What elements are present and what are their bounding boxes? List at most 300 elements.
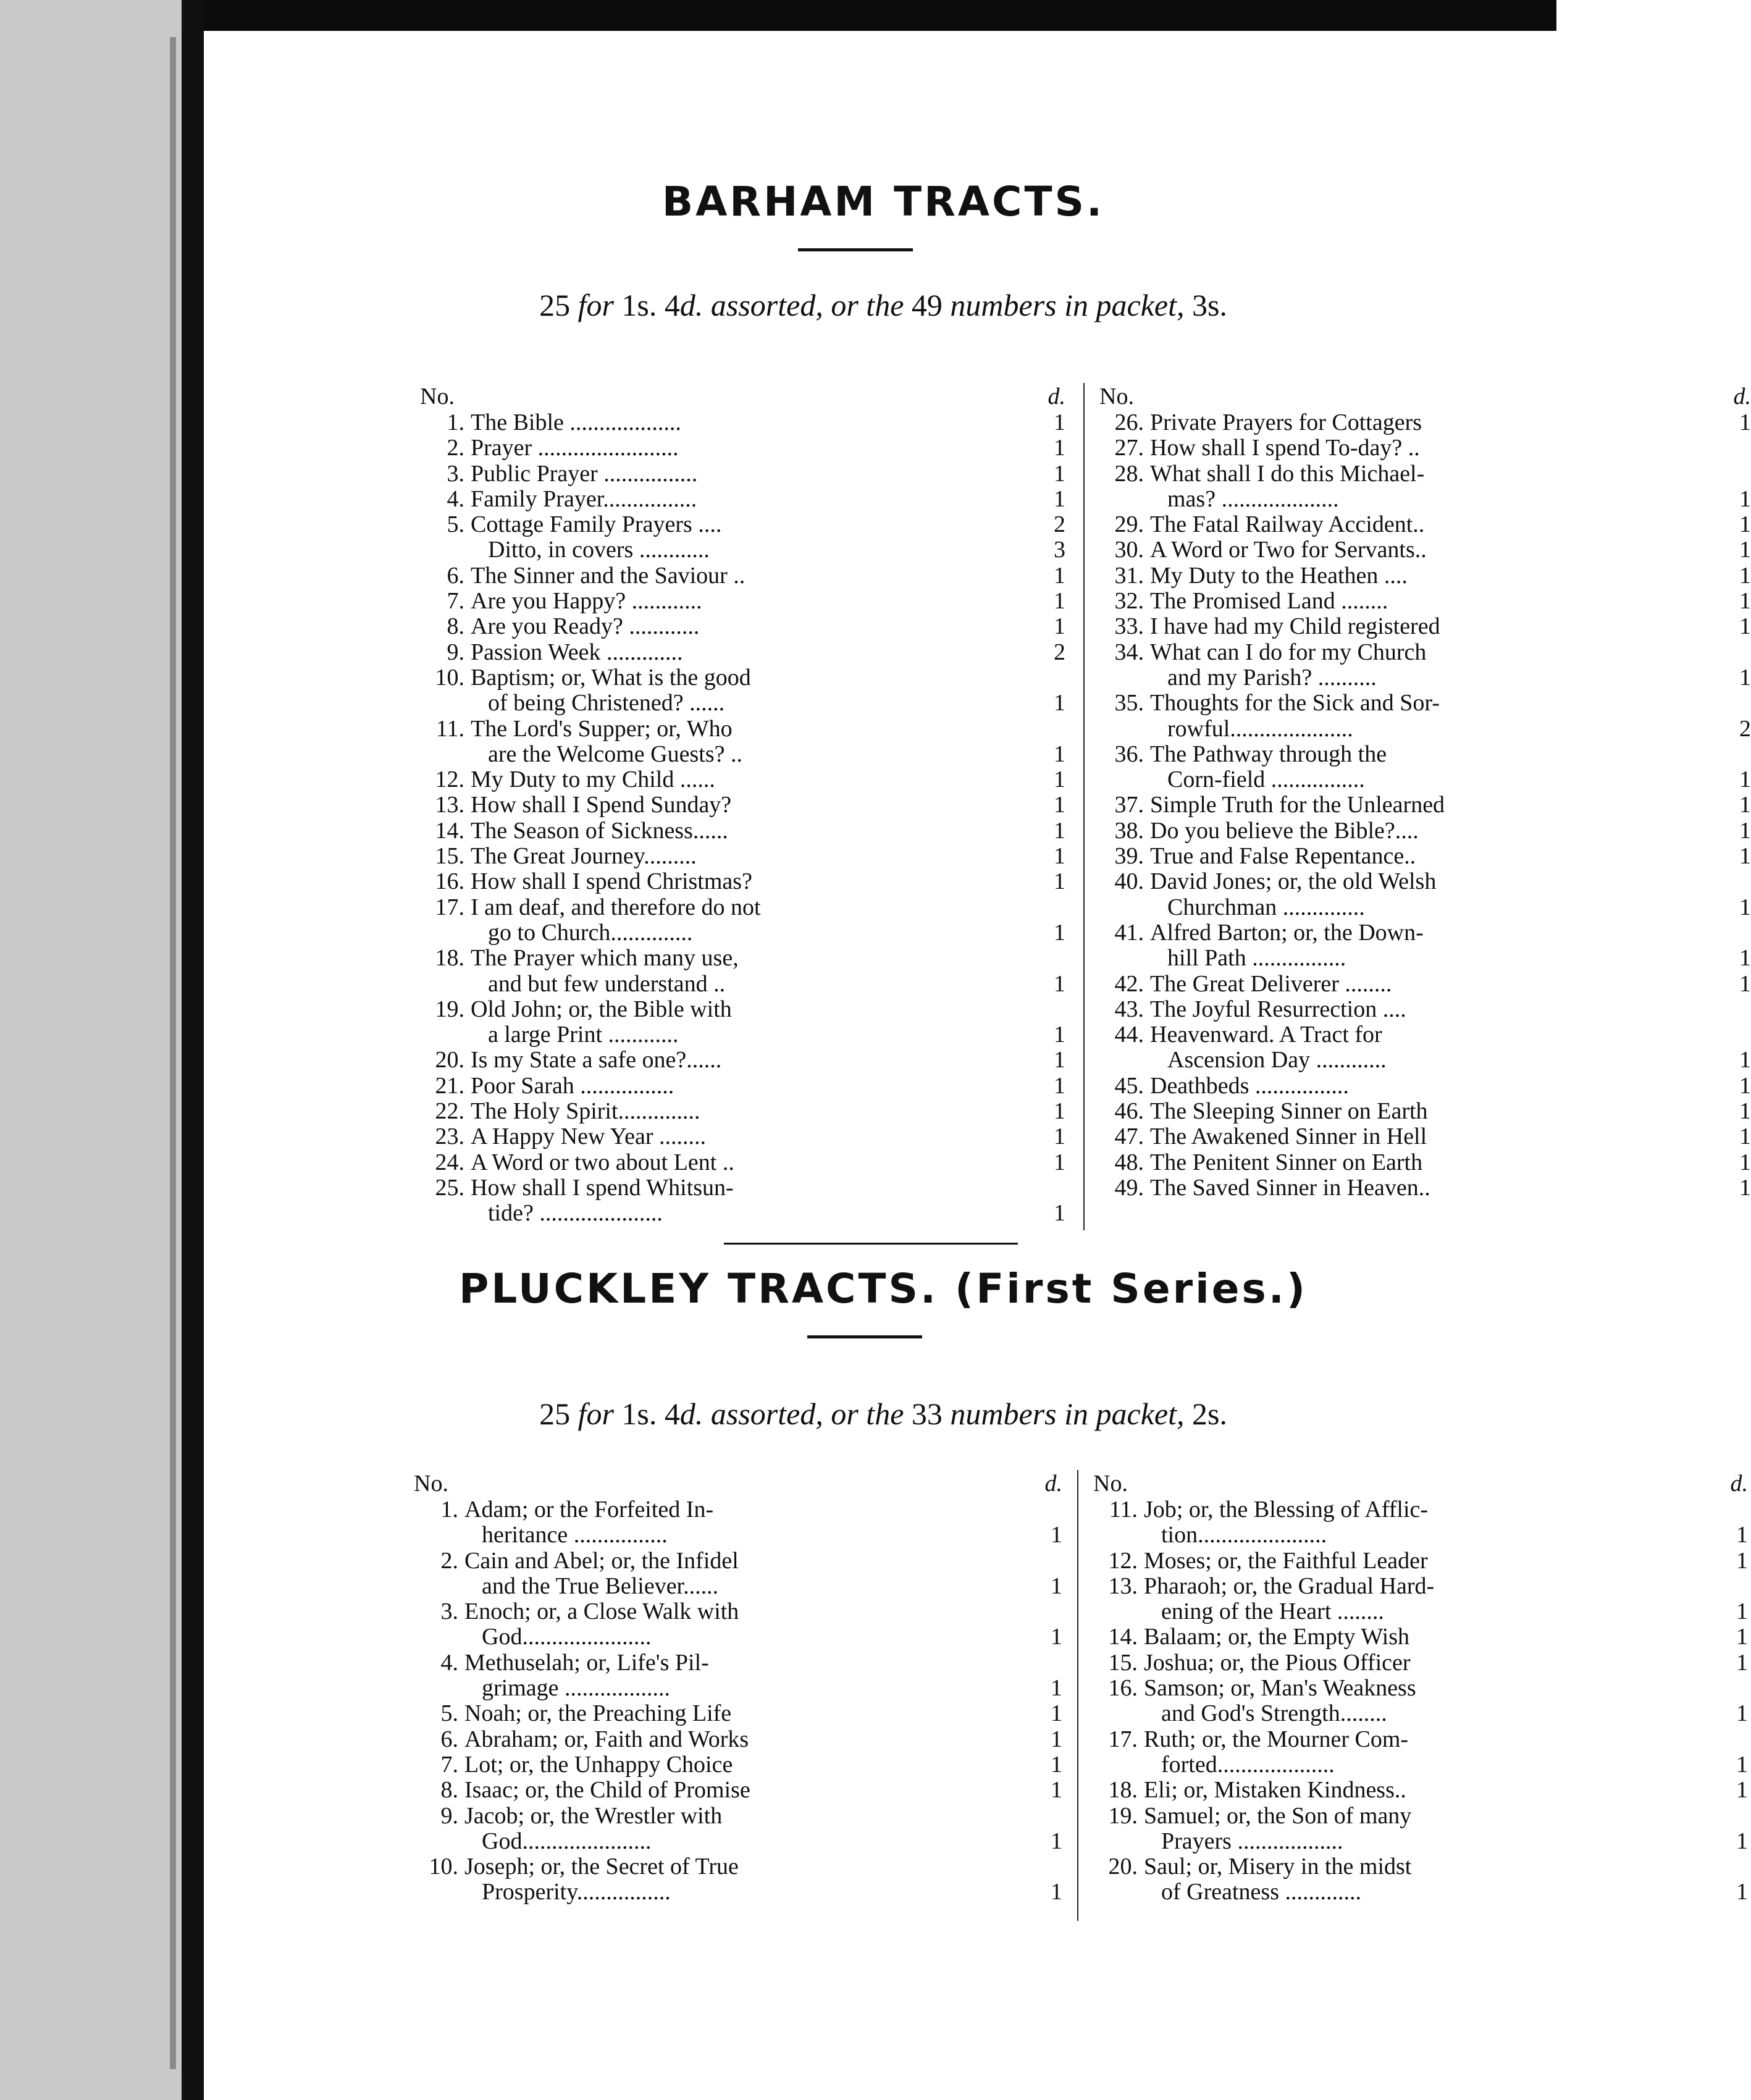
tract-entry (1099, 435, 1751, 461)
tract-title-line: Joseph; or, the Secret of True (464, 1854, 739, 1880)
tract-entry (414, 1727, 1062, 1752)
pluckley-column-divider (1077, 1470, 1078, 1921)
subtitle-packet: numbers in packet, (950, 288, 1185, 322)
tract-title-line: and the True Believer...... (482, 1573, 719, 1599)
binding-crease (170, 37, 176, 2069)
column-price-label: d. (1733, 384, 1751, 410)
tract-entry (420, 1150, 1065, 1175)
column-no-label: No. (420, 384, 455, 410)
tract-price: 1 (1736, 1522, 1748, 1548)
tract-price: 1 (1054, 1098, 1065, 1125)
tract-title-line: Jacob; or, the Wrestler with (464, 1802, 723, 1829)
tract-title-line: Heavenward. A Tract for (1150, 1022, 1382, 1048)
tract-price: 1 (1739, 945, 1751, 972)
scan-binding-edge (0, 0, 204, 2100)
tract-number: 41. (1114, 919, 1144, 946)
tract-entry (1099, 1073, 1751, 1099)
tract-entry (420, 946, 1065, 997)
tract-title-line: The Great Deliverer ........ (1150, 970, 1392, 997)
tract-number: 42. (1114, 970, 1144, 997)
tract-title-line: are the Welcome Guests? .. (488, 741, 742, 767)
tract-price: 1 (1051, 1751, 1062, 1778)
tract-price: 1 (1739, 1174, 1751, 1201)
tract-entry (420, 1099, 1065, 1124)
tract-number: 33. (1114, 613, 1144, 640)
tract-entry (1093, 1497, 1748, 1548)
subtitle-packet: numbers in packet, (950, 1396, 1185, 1431)
tract-entry (1093, 1804, 1748, 1855)
tract-number: 37. (1114, 792, 1144, 818)
tract-title-line: The Season of Sickness...... (471, 817, 728, 844)
column-header (420, 383, 1065, 410)
tract-number: 15. (435, 843, 464, 870)
tract-number: 2. (440, 1547, 458, 1574)
tract-title-line: and but few understand .. (488, 970, 726, 997)
tract-number: 36. (1114, 741, 1144, 767)
tract-entry (1099, 818, 1751, 844)
pluckley-title-rule (807, 1335, 922, 1338)
tract-title-line: Prayers .................. (1161, 1828, 1343, 1854)
binding-shadow (182, 0, 204, 2100)
barham-subtitle (210, 287, 1556, 323)
tract-entry (1099, 1124, 1751, 1149)
tract-number: 32. (1114, 588, 1144, 615)
tract-price: 1 (1054, 766, 1065, 793)
tract-price: 1 (1054, 868, 1065, 895)
tract-title-line: My Duty to my Child ...... (471, 766, 715, 793)
tract-entry (420, 1175, 1065, 1227)
tract-entry (1099, 563, 1751, 589)
tract-price: 1 (1054, 817, 1065, 844)
tract-price: 1 (1054, 1124, 1065, 1150)
tract-entry (420, 716, 1065, 768)
tract-number: 12. (1108, 1547, 1138, 1574)
tract-number: 31. (1114, 562, 1144, 589)
tract-number: 34. (1114, 639, 1144, 665)
tract-price: 1 (1739, 1149, 1751, 1175)
tract-title-line: Pharaoh; or, the Gradual Hard- (1144, 1573, 1435, 1599)
tract-number: 11. (1109, 1497, 1138, 1522)
tract-price: 1 (1739, 410, 1751, 435)
tract-entry (1093, 1650, 1748, 1676)
tract-number: 1. (440, 1497, 458, 1522)
tract-title-line: A Word or Two for Servants.. (1150, 537, 1427, 563)
subtitle-assorted: d. assorted, or the (679, 288, 904, 322)
tract-number: 18. (435, 945, 464, 972)
pluckley-right-column (1093, 1470, 1748, 1905)
tract-title-line: Prosperity................ (482, 1879, 671, 1905)
tract-entry (420, 487, 1065, 512)
column-no-label: No. (1099, 384, 1134, 410)
tract-entry (414, 1599, 1062, 1650)
tract-number: 24. (435, 1149, 464, 1175)
tract-entry (1099, 537, 1751, 563)
subtitle-assorted: d. assorted, or the (679, 1396, 904, 1431)
tract-title-line: Old John; or, the Bible with (471, 996, 732, 1022)
tract-title-line: Adam; or the Forfeited In- (464, 1497, 714, 1522)
tract-price: 1 (1054, 690, 1065, 716)
tract-price: 1 (1736, 1879, 1748, 1905)
tract-price: 2 (1054, 511, 1065, 538)
tract-price: 1 (1736, 1649, 1748, 1676)
column-no-label: No. (1093, 1471, 1128, 1497)
subtitle-number: 33 (904, 1396, 951, 1431)
tract-price: 1 (1739, 970, 1751, 997)
tract-title-line: Public Prayer ................ (471, 460, 698, 487)
tract-title-line: My Duty to the Heathen .... (1150, 562, 1408, 589)
tract-number: 47. (1114, 1124, 1144, 1150)
tract-number: 5. (447, 511, 464, 538)
tract-number: 16. (435, 868, 464, 895)
tract-number: 25. (435, 1174, 464, 1201)
tract-number: 7. (440, 1751, 458, 1778)
catalogue-page (210, 31, 1751, 2100)
subtitle-packet-price: 2s. (1184, 1396, 1227, 1431)
tract-entry (1099, 869, 1751, 920)
tract-number: 13. (1108, 1573, 1138, 1599)
tract-title-line: tide? ..................... (488, 1200, 663, 1227)
tract-price: 3 (1054, 537, 1065, 563)
tract-title-line: Prayer ........................ (471, 435, 679, 461)
tract-entry (1093, 1676, 1748, 1727)
tract-title-line: The Sleeping Sinner on Earth (1150, 1098, 1428, 1125)
tract-entry (420, 1124, 1065, 1149)
tract-number: 5. (440, 1700, 458, 1727)
tract-number: 15. (1108, 1649, 1138, 1676)
tract-number: 29. (1114, 511, 1144, 538)
tract-price: 1 (1739, 843, 1751, 870)
tract-title-line: rowful..................... (1167, 715, 1353, 742)
tract-price: 1 (1054, 613, 1065, 640)
tract-title-line: Samson; or, Man's Weakness (1144, 1675, 1416, 1702)
tract-entry (420, 410, 1065, 435)
tract-entry (414, 1701, 1062, 1726)
tract-entry (1099, 1150, 1751, 1175)
tract-entry (1093, 1548, 1748, 1574)
tract-price: 1 (1739, 1098, 1751, 1125)
tract-title-line: The Sinner and the Saviour .. (471, 562, 745, 589)
tract-price: 1 (1054, 792, 1065, 818)
tract-title-line: The Promised Land ........ (1150, 588, 1388, 615)
column-header (1093, 1470, 1748, 1497)
tract-title-line: grimage .................. (482, 1675, 671, 1702)
tract-entry (1099, 691, 1751, 742)
tract-title-line: What can I do for my Church (1150, 639, 1427, 665)
tract-price: 1 (1054, 843, 1065, 870)
tract-title-line: True and False Repentance.. (1150, 843, 1416, 870)
tract-entry (1093, 1727, 1748, 1778)
tract-number: 13. (435, 792, 464, 818)
tract-price: 1 (1051, 1700, 1062, 1727)
tract-title-line: The Penitent Sinner on Earth (1150, 1149, 1423, 1175)
tract-entry (1099, 742, 1751, 793)
tract-title-line: of Greatness ............. (1161, 1879, 1361, 1905)
tract-title-line: forted.................... (1161, 1751, 1335, 1778)
tract-title-line: Noah; or, the Preaching Life (464, 1700, 732, 1727)
tract-title-line: go to Church.............. (488, 919, 693, 946)
tract-title-line: Enoch; or, a Close Walk with (464, 1598, 739, 1625)
tract-price: 2 (1739, 715, 1751, 742)
tract-entry (420, 461, 1065, 487)
tract-title-line: Methuselah; or, Life's Pil- (464, 1649, 709, 1676)
tract-title-line: God...................... (482, 1624, 652, 1650)
tract-price: 1 (1051, 1624, 1062, 1650)
tract-number: 30. (1114, 537, 1144, 563)
tract-price: 1 (1736, 1751, 1748, 1778)
tract-price: 1 (1739, 562, 1751, 589)
section-divider (724, 1243, 1018, 1245)
tract-entry (1093, 1574, 1748, 1625)
tract-price: 1 (1054, 1149, 1065, 1175)
tract-title-line: The Joyful Resurrection .... (1150, 996, 1406, 1022)
tract-number: 4. (440, 1649, 458, 1676)
tract-entry (420, 665, 1065, 716)
tract-entry (420, 997, 1065, 1048)
tract-title-line: The Bible ................... (471, 410, 681, 435)
tract-price: 1 (1054, 435, 1065, 461)
tract-number: 49. (1114, 1174, 1144, 1201)
tract-title-line: Are you Ready? ............ (471, 613, 700, 640)
tract-price: 1 (1736, 1598, 1748, 1625)
tract-entry (420, 563, 1065, 589)
tract-price: 1 (1739, 817, 1751, 844)
tract-price: 1 (1054, 919, 1065, 946)
tract-price: 1 (1054, 562, 1065, 589)
tract-number: 4. (447, 485, 464, 512)
subtitle-for: for (577, 288, 614, 322)
tract-price: 1 (1051, 1828, 1062, 1854)
tract-title-line: Ascension Day ............ (1167, 1047, 1387, 1073)
tract-number: 18. (1108, 1777, 1138, 1804)
tract-title-line: Cottage Family Prayers .... (471, 511, 722, 538)
tract-entry (1099, 972, 1751, 997)
tract-number: 10. (435, 664, 464, 691)
tract-title-line: Lot; or, the Unhappy Choice (464, 1751, 733, 1778)
tract-title-line: The Fatal Railway Accident.. (1150, 511, 1425, 538)
tract-number: 8. (447, 613, 464, 640)
column-header (1099, 383, 1751, 410)
tract-number: 35. (1114, 690, 1144, 716)
tract-number: 44. (1114, 1022, 1144, 1048)
tract-price: 1 (1739, 1124, 1751, 1150)
tract-number: 23. (435, 1124, 464, 1150)
tract-number: 17. (435, 894, 464, 920)
tract-price: 1 (1054, 1200, 1065, 1227)
tract-entry (420, 767, 1065, 792)
tract-price: 1 (1051, 1675, 1062, 1702)
pluckley-title: PLUCKLEY TRACTS. (First Series.) (458, 1265, 1308, 1312)
tract-price: 2 (1054, 639, 1065, 665)
tract-price: 1 (1054, 1072, 1065, 1099)
tract-entry (414, 1804, 1062, 1855)
subtitle-count: 25 (539, 1396, 578, 1431)
tract-entry (414, 1650, 1062, 1702)
tract-number: 39. (1114, 843, 1144, 870)
pluckley-subtitle (210, 1396, 1556, 1432)
tract-entry (1099, 589, 1751, 614)
tract-number: 26. (1114, 410, 1144, 435)
tract-number: 21. (435, 1072, 464, 1099)
tract-number: 27. (1114, 435, 1144, 461)
tract-number: 7. (447, 588, 464, 615)
tract-title-line: Baptism; or, What is the good (471, 664, 751, 691)
tract-number: 45. (1114, 1072, 1144, 1099)
tract-price: 1 (1739, 485, 1751, 512)
tract-title-line: I have had my Child registered (1150, 613, 1440, 640)
scan-top-border (0, 0, 1556, 31)
tract-number: 12. (435, 766, 464, 793)
tract-price: 1 (1739, 894, 1751, 920)
tract-entry (414, 1548, 1062, 1600)
tract-entry (1099, 614, 1751, 639)
tract-title-line: The Pathway through the (1150, 741, 1387, 767)
tract-price: 1 (1739, 1047, 1751, 1073)
tract-number: 6. (440, 1726, 458, 1752)
tract-title-line: God...................... (482, 1828, 652, 1854)
tract-title-line: of being Christened? ...... (488, 690, 725, 716)
tract-title-line: I am deaf, and therefore do not (471, 894, 761, 920)
tract-title-line: A Happy New Year ........ (471, 1124, 707, 1150)
column-header (414, 1470, 1062, 1497)
tract-title-line: The Great Journey......... (471, 843, 697, 870)
tract-entry (414, 1497, 1062, 1548)
tract-price: 1 (1051, 1726, 1062, 1752)
subtitle-count: 25 (539, 288, 578, 322)
tract-title-line: and my Parish? .......... (1167, 664, 1377, 691)
tract-price: 1 (1739, 588, 1751, 615)
tract-title-line: tion...................... (1161, 1522, 1327, 1548)
tract-title-line: David Jones; or, the old Welsh (1150, 868, 1437, 895)
tract-price: 1 (1051, 1573, 1062, 1599)
tract-title-line: Do you believe the Bible?.... (1150, 817, 1419, 844)
tract-title-line: and God's Strength........ (1161, 1700, 1387, 1727)
tract-title-line: The Lord's Supper; or, Who (471, 715, 733, 742)
tract-entry (1099, 997, 1751, 1022)
tract-title-line: How shall I spend Christmas? (471, 868, 752, 895)
tract-title-line: Alfred Barton; or, the Down- (1150, 919, 1424, 946)
tract-number: 38. (1114, 817, 1144, 844)
tract-title-line: Churchman .............. (1167, 894, 1365, 920)
tract-number: 10. (429, 1854, 458, 1880)
barham-left-column (420, 383, 1065, 1227)
tract-title-line: Job; or, the Blessing of Afflic- (1144, 1497, 1429, 1522)
tract-entry (420, 869, 1065, 894)
tract-entry (1099, 1099, 1751, 1124)
tract-number: 11. (435, 715, 464, 742)
tract-number: 46. (1114, 1098, 1144, 1125)
tract-price: 1 (1051, 1879, 1062, 1905)
tract-number: 40. (1114, 868, 1144, 895)
tract-price: 1 (1054, 970, 1065, 997)
tract-title-line: Saul; or, Misery in the midst (1144, 1854, 1412, 1880)
barham-right-column (1099, 383, 1751, 1201)
tract-entry (414, 1752, 1062, 1778)
tract-title-line: Isaac; or, the Child of Promise (464, 1777, 750, 1804)
tract-entry (1099, 1022, 1751, 1073)
tract-number: 3. (440, 1598, 458, 1625)
tract-title-line: Simple Truth for the Unlearned (1150, 792, 1445, 818)
subtitle-price: 1s. 4 (613, 1396, 680, 1431)
tract-title-line: The Prayer which many use, (471, 945, 739, 972)
tract-price: 1 (1054, 741, 1065, 767)
column-no-label: No. (414, 1471, 448, 1497)
tract-title-line: Deathbeds ................ (1150, 1072, 1349, 1099)
tract-title-line: mas? .................... (1167, 485, 1339, 512)
tract-entry (1099, 844, 1751, 869)
tract-number: 16. (1108, 1675, 1138, 1702)
tract-entry (1099, 410, 1751, 435)
column-price-label: d. (1044, 1471, 1062, 1497)
tract-title-line: Thoughts for the Sick and Sor- (1150, 690, 1440, 716)
tract-title-line: Ditto, in covers ............ (488, 537, 710, 563)
tract-title-line: Ruth; or, the Mourner Com- (1144, 1726, 1409, 1752)
tract-number: 1. (447, 410, 464, 435)
tract-title-line: Moses; or, the Faithful Leader (1144, 1547, 1428, 1574)
tract-entry (420, 1073, 1065, 1099)
tract-number: 28. (1114, 460, 1144, 487)
tract-entry (420, 895, 1065, 946)
tract-entry (1099, 1175, 1751, 1201)
tract-title-line: Private Prayers for Cottagers (1150, 410, 1422, 435)
tract-entry (1099, 461, 1751, 513)
tract-entry (420, 1048, 1065, 1073)
tract-number: 20. (435, 1047, 464, 1073)
barham-column-divider (1083, 383, 1085, 1230)
tract-entry (420, 818, 1065, 844)
tract-title-line: A Word or two about Lent .. (471, 1149, 734, 1175)
tract-title-line: Joshua; or, the Pious Officer (1144, 1649, 1411, 1676)
tract-title-line: The Holy Spirit.............. (471, 1098, 700, 1125)
tract-number: 43. (1114, 996, 1144, 1022)
tract-price: 1 (1051, 1522, 1062, 1548)
tract-number: 9. (447, 639, 464, 665)
tract-entry (420, 844, 1065, 869)
tract-entry (414, 1854, 1062, 1905)
tract-price: 1 (1051, 1777, 1062, 1804)
tract-price: 1 (1736, 1700, 1748, 1727)
tract-price: 1 (1739, 537, 1751, 563)
tract-title-line: Are you Happy? ............ (471, 588, 702, 615)
tract-title-line: Balaam; or, the Empty Wish (1144, 1624, 1410, 1650)
tract-title-line: Cain and Abel; or, the Infidel (464, 1547, 739, 1574)
tract-title-line: hill Path ................ (1167, 945, 1346, 972)
tract-title-line: Is my State a safe one?...... (471, 1047, 722, 1073)
barham-title-rule (798, 248, 913, 251)
tract-title-line: How shall I Spend Sunday? (471, 792, 732, 818)
tract-number: 22. (435, 1098, 464, 1125)
tract-number: 14. (1108, 1624, 1138, 1650)
tract-entry (1099, 512, 1751, 537)
tract-number: 3. (447, 460, 464, 487)
tract-price: 1 (1739, 1072, 1751, 1099)
tract-title-line: The Awakened Sinner in Hell (1150, 1124, 1427, 1150)
tract-price: 1 (1739, 766, 1751, 793)
tract-price: 1 (1054, 1022, 1065, 1048)
tract-title-line: a large Print ............ (488, 1022, 679, 1048)
barham-title: BARHAM TRACTS. (661, 178, 1105, 225)
column-price-label: d. (1048, 384, 1065, 410)
tract-price: 1 (1736, 1828, 1748, 1854)
tract-entry (420, 589, 1065, 614)
tract-price: 1 (1054, 588, 1065, 615)
tract-price: 1 (1054, 410, 1065, 435)
pluckley-left-column (414, 1470, 1062, 1905)
tract-title-line: The Saved Sinner in Heaven.. (1150, 1174, 1430, 1201)
tract-title-line: Poor Sarah ................ (471, 1072, 674, 1099)
tract-title-line: Passion Week ............. (471, 639, 683, 665)
tract-title-line: Corn-field ................ (1167, 766, 1365, 793)
tract-title-line: Family Prayer................ (471, 485, 697, 512)
